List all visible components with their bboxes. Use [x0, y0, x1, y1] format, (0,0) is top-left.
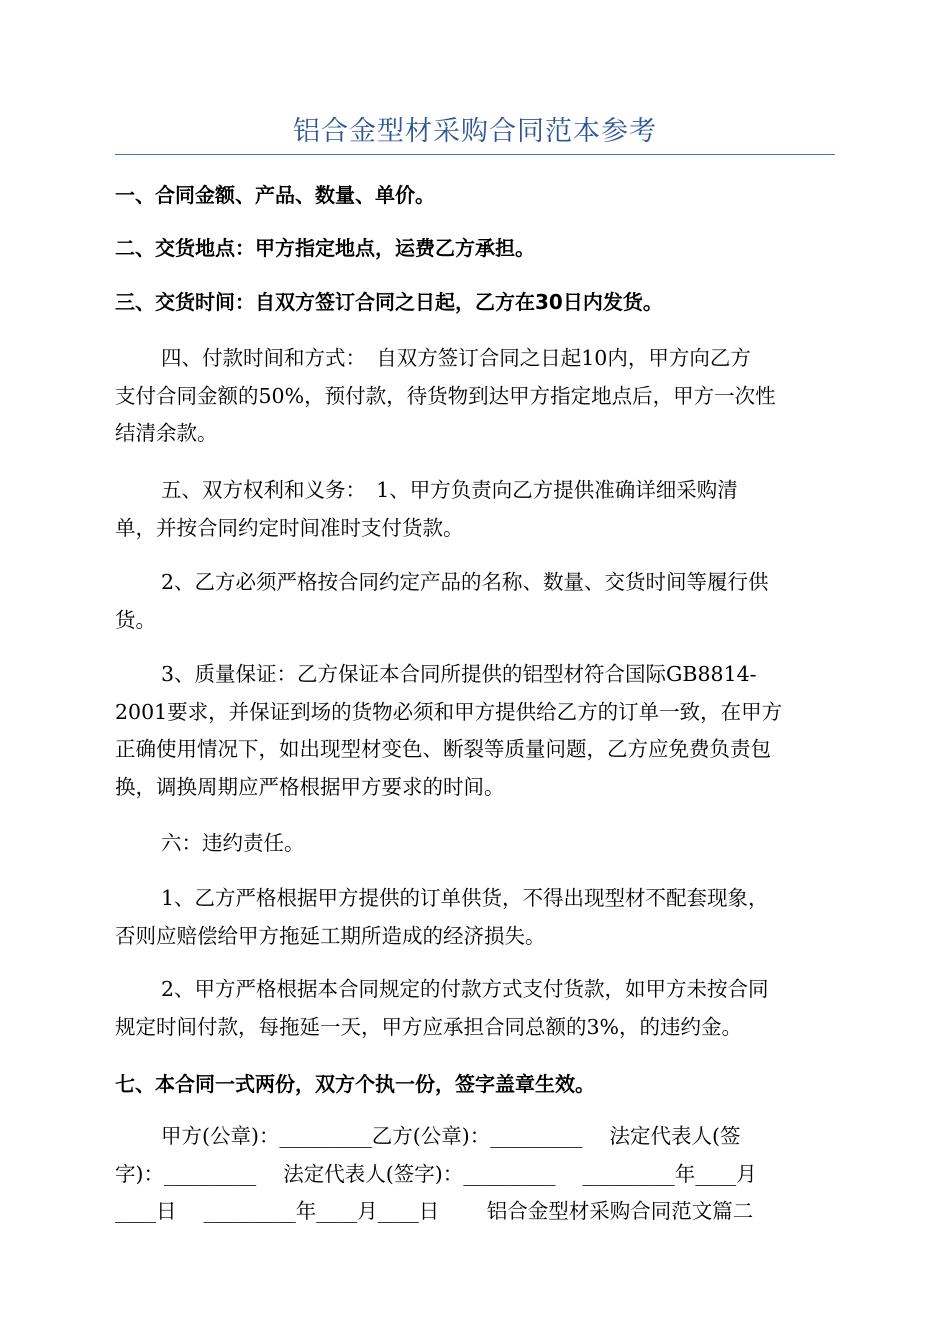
section-heading-3: 三、交货时间：自双方签订合同之日起，乙方在30日内发货。 [115, 290, 663, 314]
paragraph-line: 结清余款。 [115, 421, 218, 445]
section-heading-2: 二、交货地点：甲方指定地点，运费乙方承担。 [115, 236, 535, 260]
paragraph-line: 单，并按合同约定时间准时支付货款。 [115, 515, 464, 540]
title-underline [115, 154, 835, 155]
paragraph-quality [115, 656, 835, 806]
paragraph-line: 货。 [115, 607, 156, 632]
paragraph-rights-2 [115, 564, 835, 639]
paragraph-line: 四、付款时间和方式： 自双方签订合同之日起10内，甲方向乙方 [161, 346, 751, 370]
paragraph-liability-1 [115, 880, 835, 955]
paragraph-line: 1、乙方严格根据甲方提供的订单供货，不得出现型材不配套现象， [161, 886, 769, 910]
paragraph-line: 正确使用情况下，如出现型材变色、断裂等质量问题，乙方应免费负责包 [115, 737, 771, 761]
paragraph-line: 2001要求，并保证到场的货物必须和甲方提供给乙方的订单一致，在甲方 [115, 699, 783, 724]
paragraph-liability-heading [115, 825, 835, 863]
signature-line: ____日 _________年____月____日 铝合金型材采购合同范文篇二 [115, 1199, 754, 1223]
paragraph-payment [115, 340, 835, 453]
signature-line: 字)：_________ 法定代表人(签字)：_________ _________年____月 [115, 1161, 757, 1186]
document-title: 铝合金型材采购合同范本参考 [293, 116, 657, 147]
paragraph-line: 2、甲方严格根据本合同规定的付款方式支付货款，如甲方未按合同 [161, 977, 769, 1001]
signature-block [115, 1118, 835, 1231]
paragraph-line: 3、质量保证：乙方保证本合同所提供的铝型材符合国际GB8814- [161, 662, 757, 686]
paragraph-line: 换，调换周期应严格根据甲方要求的时间。 [115, 774, 505, 799]
paragraph-liability-2 [115, 971, 835, 1046]
paragraph-line: 五、双方权利和义务： 1、甲方负责向乙方提供准确详细采购清 [161, 478, 738, 502]
paragraph-line: 规定时间付款，每拖延一天，甲方应承担合同总额的3%，的违约金。 [115, 1014, 743, 1039]
signature-line: 甲方(公章)：_________乙方(公章)：_________ 法定代表人(签 [161, 1124, 741, 1148]
paragraph-line: 2、乙方必须严格按合同约定产品的名称、数量、交货时间等履行供 [161, 570, 769, 594]
section-heading-1: 一、合同金额、产品、数量、单价。 [115, 183, 435, 207]
paragraph-rights [115, 472, 835, 547]
section-heading-7: 七、本合同一式两份，双方个执一份，签字盖章生效。 [115, 1072, 595, 1096]
paragraph-line: 否则应赔偿给甲方拖延工期所造成的经济损失。 [115, 923, 546, 948]
paragraph-line: 六：违约责任。 [161, 831, 305, 855]
paragraph-line: 支付合同金额的50%，预付款，待货物到达甲方指定地点后，甲方一次性 [115, 383, 776, 408]
